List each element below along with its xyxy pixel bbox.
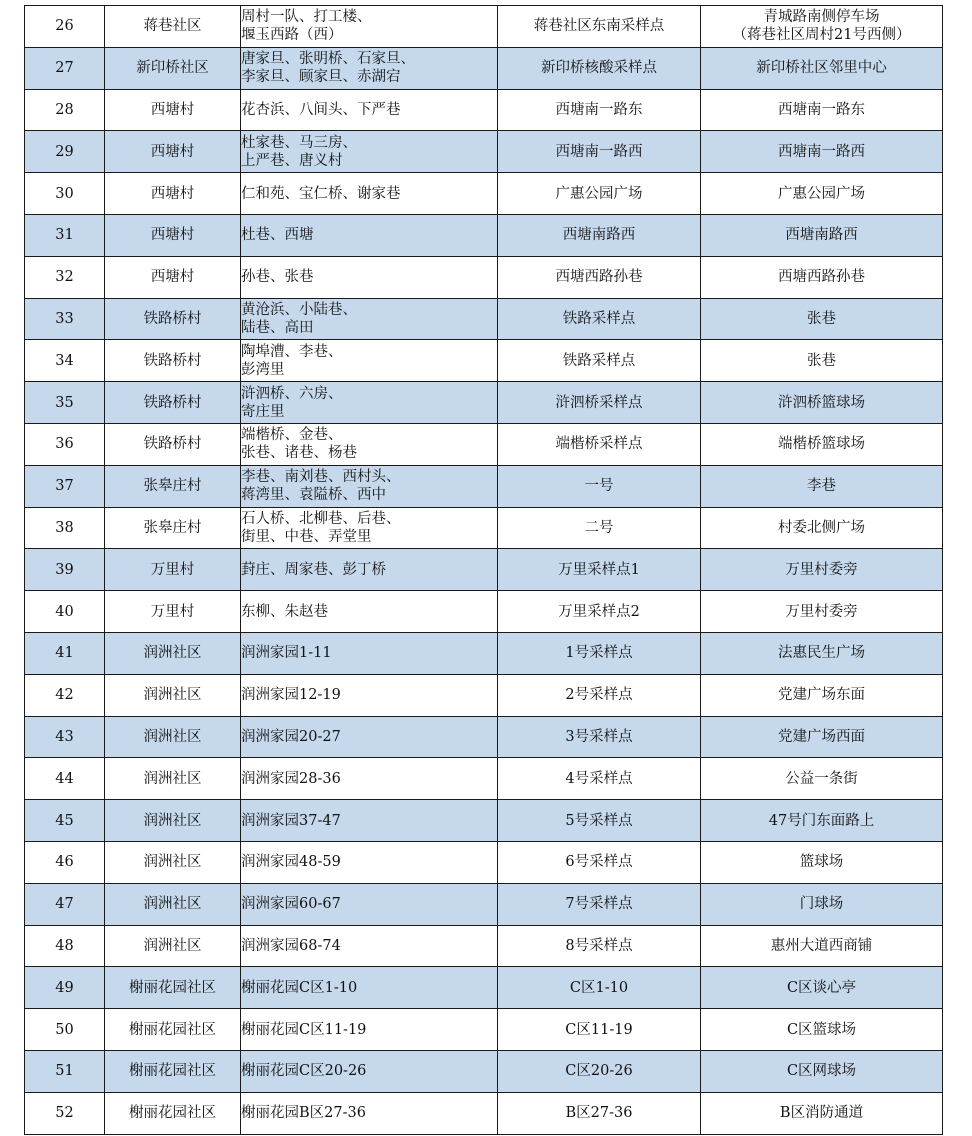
table-row bbox=[25, 1092, 943, 1134]
table-row bbox=[25, 549, 943, 591]
cell-coverage-area: 润洲家园1-11 bbox=[241, 632, 498, 674]
cell-coverage-area: 润洲家园60-67 bbox=[241, 883, 498, 925]
sampling-sites-table bbox=[24, 5, 943, 1135]
table-row bbox=[25, 925, 943, 967]
cell-number: 46 bbox=[25, 841, 105, 883]
cell-community: 铁路桥村 bbox=[105, 340, 241, 382]
cell-sampling-point: 西塘南一路西 bbox=[498, 131, 701, 173]
cell-number: 41 bbox=[25, 632, 105, 674]
cell-coverage-area: 杜家巷、马三房、 上严巷、唐义村 bbox=[241, 131, 498, 173]
cell-sampling-point: 铁路采样点 bbox=[498, 298, 701, 340]
cell-number: 30 bbox=[25, 173, 105, 215]
cell-sampling-point: C区11-19 bbox=[498, 1009, 701, 1051]
table-row bbox=[25, 298, 943, 340]
table-row bbox=[25, 89, 943, 131]
cell-coverage-area: 石人桥、北柳巷、后巷、 街里、中巷、弄堂里 bbox=[241, 507, 498, 549]
cell-address: 47号门东面路上 bbox=[701, 800, 943, 842]
cell-number: 26 bbox=[25, 6, 105, 48]
cell-number: 31 bbox=[25, 214, 105, 256]
cell-number: 43 bbox=[25, 716, 105, 758]
cell-sampling-point: B区27-36 bbox=[498, 1092, 701, 1134]
cell-coverage-area: 李巷、南刘巷、西村头、 蒋湾里、袁隘桥、西中 bbox=[241, 465, 498, 507]
cell-coverage-area: 榭丽花园C区11-19 bbox=[241, 1009, 498, 1051]
cell-sampling-point: 广惠公园广场 bbox=[498, 173, 701, 215]
cell-address: 门球场 bbox=[701, 883, 943, 925]
cell-number: 51 bbox=[25, 1050, 105, 1092]
cell-address: 党建广场东面 bbox=[701, 674, 943, 716]
cell-sampling-point: 1号采样点 bbox=[498, 632, 701, 674]
cell-sampling-point: C区20-26 bbox=[498, 1050, 701, 1092]
table-row bbox=[25, 841, 943, 883]
cell-address: 西塘南一路西 bbox=[701, 131, 943, 173]
table-row bbox=[25, 632, 943, 674]
cell-number: 50 bbox=[25, 1009, 105, 1051]
cell-coverage-area: 榭丽花园C区20-26 bbox=[241, 1050, 498, 1092]
cell-sampling-point: 万里采样点1 bbox=[498, 549, 701, 591]
cell-address: 青城路南侧停车场 （蒋巷社区周村21号西侧） bbox=[701, 6, 943, 48]
cell-sampling-point: 7号采样点 bbox=[498, 883, 701, 925]
cell-community: 西塘村 bbox=[105, 173, 241, 215]
cell-community: 润洲社区 bbox=[105, 716, 241, 758]
cell-community: 西塘村 bbox=[105, 89, 241, 131]
table-row bbox=[25, 758, 943, 800]
cell-coverage-area: 陶埠漕、李巷、 彭湾里 bbox=[241, 340, 498, 382]
cell-address: 西塘南一路东 bbox=[701, 89, 943, 131]
cell-community: 铁路桥村 bbox=[105, 382, 241, 424]
cell-coverage-area: 端楷桥、金巷、 张巷、诸巷、杨巷 bbox=[241, 423, 498, 465]
cell-community: 西塘村 bbox=[105, 256, 241, 298]
cell-sampling-point: 6号采样点 bbox=[498, 841, 701, 883]
cell-community: 新印桥社区 bbox=[105, 47, 241, 89]
cell-sampling-point: 西塘西路孙巷 bbox=[498, 256, 701, 298]
cell-sampling-point: 西塘南一路东 bbox=[498, 89, 701, 131]
cell-coverage-area: 孙巷、张巷 bbox=[241, 256, 498, 298]
cell-address: 党建广场西面 bbox=[701, 716, 943, 758]
cell-number: 47 bbox=[25, 883, 105, 925]
cell-address: 李巷 bbox=[701, 465, 943, 507]
table-row bbox=[25, 883, 943, 925]
cell-address: B区消防通道 bbox=[701, 1092, 943, 1134]
cell-community: 张皋庄村 bbox=[105, 507, 241, 549]
cell-address: 法惠民生广场 bbox=[701, 632, 943, 674]
cell-address: 浒泗桥篮球场 bbox=[701, 382, 943, 424]
cell-coverage-area: 周村一队、打工楼、 堰玉西路（西） bbox=[241, 6, 498, 48]
table-row bbox=[25, 340, 943, 382]
cell-address: 张巷 bbox=[701, 340, 943, 382]
cell-address: 篮球场 bbox=[701, 841, 943, 883]
cell-address: 新印桥社区邻里中心 bbox=[701, 47, 943, 89]
cell-community: 西塘村 bbox=[105, 214, 241, 256]
cell-sampling-point: 万里采样点2 bbox=[498, 591, 701, 633]
cell-coverage-area: 润洲家园37-47 bbox=[241, 800, 498, 842]
table-row bbox=[25, 967, 943, 1009]
cell-number: 34 bbox=[25, 340, 105, 382]
cell-sampling-point: 蒋巷社区东南采样点 bbox=[498, 6, 701, 48]
table-row bbox=[25, 1050, 943, 1092]
cell-coverage-area: 花杏浜、八间头、下严巷 bbox=[241, 89, 498, 131]
cell-address: 公益一条街 bbox=[701, 758, 943, 800]
table-row bbox=[25, 6, 943, 48]
cell-number: 32 bbox=[25, 256, 105, 298]
cell-number: 39 bbox=[25, 549, 105, 591]
table-row bbox=[25, 382, 943, 424]
table-row bbox=[25, 173, 943, 215]
cell-number: 49 bbox=[25, 967, 105, 1009]
cell-sampling-point: 端楷桥采样点 bbox=[498, 423, 701, 465]
cell-number: 33 bbox=[25, 298, 105, 340]
cell-community: 润洲社区 bbox=[105, 632, 241, 674]
table-row bbox=[25, 131, 943, 173]
cell-community: 铁路桥村 bbox=[105, 298, 241, 340]
cell-address: 惠州大道西商铺 bbox=[701, 925, 943, 967]
cell-sampling-point: 一号 bbox=[498, 465, 701, 507]
cell-number: 35 bbox=[25, 382, 105, 424]
cell-number: 42 bbox=[25, 674, 105, 716]
cell-address: 端楷桥篮球场 bbox=[701, 423, 943, 465]
cell-coverage-area: 浒泗桥、六房、 寄庄里 bbox=[241, 382, 498, 424]
cell-sampling-point: 新印桥核酸采样点 bbox=[498, 47, 701, 89]
cell-community: 润洲社区 bbox=[105, 800, 241, 842]
cell-coverage-area: 榭丽花园C区1-10 bbox=[241, 967, 498, 1009]
table-row bbox=[25, 591, 943, 633]
cell-address: C区谈心亭 bbox=[701, 967, 943, 1009]
cell-number: 48 bbox=[25, 925, 105, 967]
cell-coverage-area: 东柳、朱赵巷 bbox=[241, 591, 498, 633]
cell-coverage-area: 葑庄、周家巷、彭丁桥 bbox=[241, 549, 498, 591]
cell-sampling-point: 浒泗桥采样点 bbox=[498, 382, 701, 424]
cell-community: 榭丽花园社区 bbox=[105, 1092, 241, 1134]
table-row bbox=[25, 800, 943, 842]
cell-coverage-area: 润洲家园20-27 bbox=[241, 716, 498, 758]
cell-community: 榭丽花园社区 bbox=[105, 967, 241, 1009]
cell-number: 45 bbox=[25, 800, 105, 842]
cell-coverage-area: 唐家旦、张明桥、石家旦、 李家旦、顾家旦、赤湖宕 bbox=[241, 47, 498, 89]
cell-coverage-area: 仁和苑、宝仁桥、谢家巷 bbox=[241, 173, 498, 215]
cell-coverage-area: 润洲家园68-74 bbox=[241, 925, 498, 967]
cell-coverage-area: 榭丽花园B区27-36 bbox=[241, 1092, 498, 1134]
cell-number: 44 bbox=[25, 758, 105, 800]
table-row bbox=[25, 214, 943, 256]
table-body bbox=[25, 6, 943, 1135]
cell-sampling-point: 二号 bbox=[498, 507, 701, 549]
table-row bbox=[25, 674, 943, 716]
cell-coverage-area: 黄沧浜、小陆巷、 陆巷、高田 bbox=[241, 298, 498, 340]
table-row bbox=[25, 716, 943, 758]
cell-sampling-point: 铁路采样点 bbox=[498, 340, 701, 382]
cell-community: 润洲社区 bbox=[105, 925, 241, 967]
cell-address: 西塘西路孙巷 bbox=[701, 256, 943, 298]
cell-address: 广惠公园广场 bbox=[701, 173, 943, 215]
cell-address: 西塘南路西 bbox=[701, 214, 943, 256]
cell-community: 榭丽花园社区 bbox=[105, 1050, 241, 1092]
table-row bbox=[25, 507, 943, 549]
cell-community: 万里村 bbox=[105, 591, 241, 633]
cell-community: 润洲社区 bbox=[105, 883, 241, 925]
cell-address: 张巷 bbox=[701, 298, 943, 340]
cell-community: 润洲社区 bbox=[105, 841, 241, 883]
cell-sampling-point: 5号采样点 bbox=[498, 800, 701, 842]
cell-sampling-point: 2号采样点 bbox=[498, 674, 701, 716]
cell-sampling-point: 3号采样点 bbox=[498, 716, 701, 758]
cell-community: 铁路桥村 bbox=[105, 423, 241, 465]
cell-community: 西塘村 bbox=[105, 131, 241, 173]
table-row bbox=[25, 1009, 943, 1051]
cell-community: 润洲社区 bbox=[105, 674, 241, 716]
cell-coverage-area: 杜巷、西塘 bbox=[241, 214, 498, 256]
cell-address: C区篮球场 bbox=[701, 1009, 943, 1051]
cell-coverage-area: 润洲家园28-36 bbox=[241, 758, 498, 800]
cell-number: 36 bbox=[25, 423, 105, 465]
cell-community: 蒋巷社区 bbox=[105, 6, 241, 48]
cell-number: 27 bbox=[25, 47, 105, 89]
cell-number: 37 bbox=[25, 465, 105, 507]
cell-number: 52 bbox=[25, 1092, 105, 1134]
cell-number: 40 bbox=[25, 591, 105, 633]
cell-community: 润洲社区 bbox=[105, 758, 241, 800]
cell-address: C区网球场 bbox=[701, 1050, 943, 1092]
cell-community: 张皋庄村 bbox=[105, 465, 241, 507]
cell-sampling-point: C区1-10 bbox=[498, 967, 701, 1009]
cell-address: 万里村委旁 bbox=[701, 591, 943, 633]
cell-sampling-point: 8号采样点 bbox=[498, 925, 701, 967]
cell-address: 万里村委旁 bbox=[701, 549, 943, 591]
table-row bbox=[25, 423, 943, 465]
cell-address: 村委北侧广场 bbox=[701, 507, 943, 549]
cell-sampling-point: 西塘南路西 bbox=[498, 214, 701, 256]
cell-sampling-point: 4号采样点 bbox=[498, 758, 701, 800]
table-row bbox=[25, 465, 943, 507]
cell-community: 榭丽花园社区 bbox=[105, 1009, 241, 1051]
cell-number: 28 bbox=[25, 89, 105, 131]
cell-coverage-area: 润洲家园12-19 bbox=[241, 674, 498, 716]
cell-community: 万里村 bbox=[105, 549, 241, 591]
table-row bbox=[25, 256, 943, 298]
table-row bbox=[25, 47, 943, 89]
cell-number: 38 bbox=[25, 507, 105, 549]
cell-number: 29 bbox=[25, 131, 105, 173]
cell-coverage-area: 润洲家园48-59 bbox=[241, 841, 498, 883]
